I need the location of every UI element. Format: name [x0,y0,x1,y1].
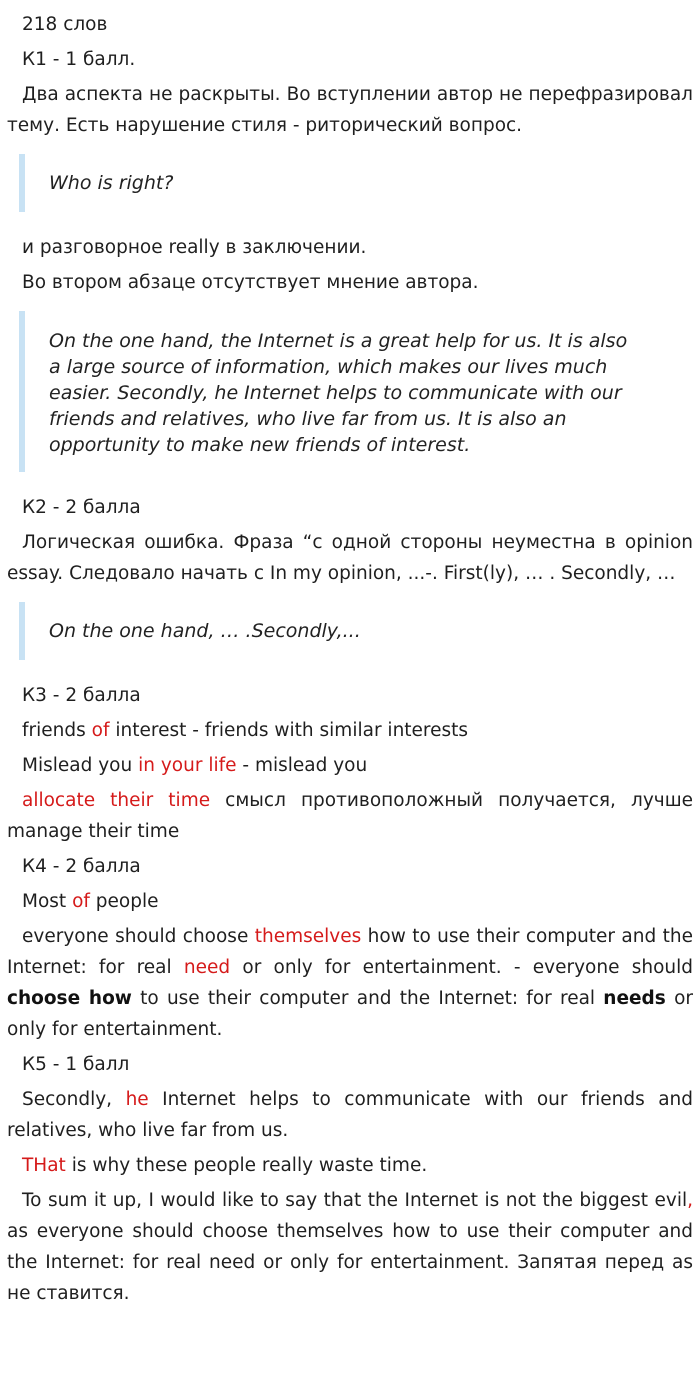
error-highlight: of [72,891,90,912]
error-highlight: of [91,720,110,741]
text-fragment: as everyone should choose themselves how to use their computer and the Internet: for real need or only for entertainment. Запятая перед as не ставится. [7,1221,693,1304]
k1-comment: Два аспекта не раскрыты. Во вступлении автор не перефразировал тему. Есть нарушение стиля - риторический вопрос. [7,84,693,136]
k5-heading: К5 - 1 балл [22,1054,130,1075]
text-fragment: Most [22,891,73,912]
correction-bold: needs [603,988,666,1009]
text-fragment: Internet helps to communicate with our friends and relatives, who live far from us. [7,1089,694,1141]
error-highlight: he [125,1089,149,1110]
k1-note-1: и разговорное really в заключении. [22,237,367,258]
correction-bold: choose how [7,988,132,1009]
text-fragment: everyone should choose [22,926,255,947]
k4-heading: К4 - 2 балла [22,856,141,877]
k3-item-2 [7,750,693,781]
k1-quote-2: On the one hand, the Internet is a great help for us. It is also a large source of information, which makes our lives much easier. Secondly, he Internet helps to communicate with our friends and relatives, who live far from us. It is also an opportunity to make new friends of interest. [19,311,693,472]
k1-heading: К1 - 1 балл. [22,49,136,70]
error-highlight: allocate their time [22,790,211,811]
text-fragment: people [89,891,159,912]
text-fragment: Mislead you [22,755,139,776]
text-fragment: Secondly, [22,1089,126,1110]
error-highlight: themselves [254,926,362,947]
k5-item-2 [7,1150,693,1181]
text-fragment: to use their computer and the Internet: for real [131,988,604,1009]
error-highlight: need [183,957,231,978]
k3-heading: К3 - 2 балла [22,685,141,706]
k3-item-1 [7,715,693,746]
k5-item-3 [7,1185,693,1309]
text-fragment: смысл противоположный получается, лучше manage their time [7,790,694,842]
text-fragment: friends [22,720,92,741]
text-fragment: how to use their computer and the Internet: for real [7,926,693,978]
k2-comment: Логическая ошибка. Фраза “с одной стороны неуместна в opinion essay. Следовало начать с In my opinion, ...-. First(ly), … . Secondly, … [7,532,693,584]
text-fragment: To sum it up, I would like to say that the Internet is not the biggest evil [22,1190,688,1211]
k4-item-1 [7,886,693,917]
text-fragment: - mislead you [236,755,368,776]
k1-note-2: Во втором абзаце отсутствует мнение автора. [22,272,479,293]
k2-quote: On the one hand, … .Secondly,... [19,602,693,660]
essay-review [7,9,693,1313]
text-fragment: interest - friends with similar interests [109,720,469,741]
error-highlight: in your life [138,755,237,776]
word-count: 218 слов [22,14,108,35]
k2-heading: К2 - 2 балла [22,497,141,518]
k1-quote: Who is right? [19,154,693,212]
k3-item-3 [7,785,693,847]
k5-item-1 [7,1084,693,1146]
k4-item-2 [7,921,693,1045]
text-fragment: is why these people really waste time. [65,1155,428,1176]
text-fragment: or only for entertainment. - everyone should [230,957,694,978]
error-highlight: THat [22,1155,66,1176]
text-fragment: or only for entertainment. [7,988,693,1040]
error-highlight: , [687,1190,693,1211]
